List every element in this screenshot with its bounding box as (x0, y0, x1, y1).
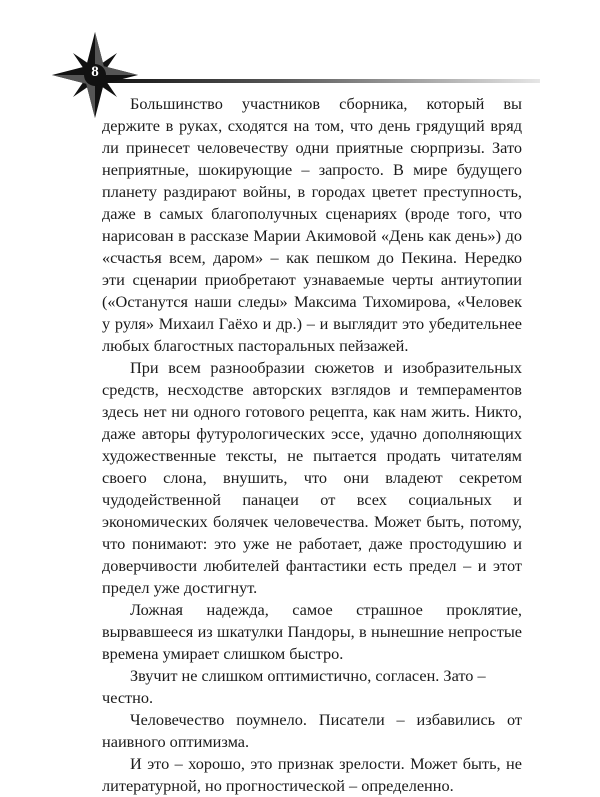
header-rule (100, 79, 540, 83)
paragraph: Звучит не слишком оптимистично, согласен. Зато – честно. (102, 666, 486, 707)
page-number: 8 (91, 64, 99, 80)
paragraph: Ложная надежда, самое страшное проклятие, вырвавшееся из шкатулки Пандоры, в нынешние непростые времена умирает слишком быстро. (102, 600, 522, 663)
body-text (102, 93, 522, 797)
paragraph: И это – хорошо, это признак зрелости. Может быть, не литературной, но прогностической – определенно. (102, 754, 522, 795)
paragraph: Человечество поумнело. Писатели – избавились от наивного оптимизма. (102, 710, 522, 751)
paragraph: При всем разнообразии сюжетов и изобразительных средств, несходстве авторских взглядов и темпераментов здесь нет ни одного готового рецепта, как нам жить. Никто, даже авторы футурологических эссе, удачно дополняющих художественные тексты, не пытается продать читателям своего слона, внушить, что они владеют секретом чудодейственной панацеи от всех социальных и экономических болячек человечества. Может быть, потому, что понимают: это уже не работает, даже простодушию и доверчивости любителей фантастики есть предел – и этот предел уже достигнут. (102, 358, 522, 597)
paragraph: Большинство участников сборника, который вы держите в руках, сходятся на том, что день грядущий вряд ли принесет человечеству одни приятные сюрпризы. Зато неприятные, шокирующие – запросто. В мире будущего планету раздирают войны, в городах цветет преступность, даже в самых благополучных сценариях (вроде того, что нарисован в рассказе Марии Акимовой «День как день») до «счастья всем, даром» – как пешком до Пекина. Нередко эти сценарии приобретают узнаваемые черты антиутопии («Останутся наши следы» Максима Тихомирова, «Человек у руля» Михаил Гаёхо и др.) – и выглядит это убедительнее любых благостных пасторальных пейзажей. (102, 94, 522, 355)
